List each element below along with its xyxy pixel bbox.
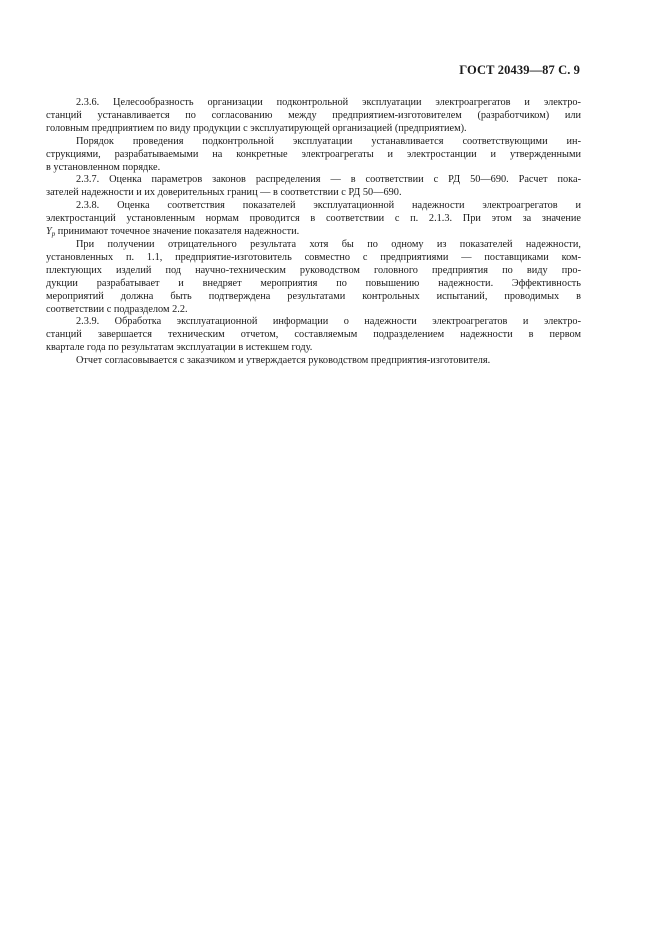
paragraph-2-3-6-procedure <box>46 136 581 175</box>
document-body <box>46 97 581 368</box>
text-line: квартале года по результатам эксплуатации в истекшем году. <box>46 342 313 354</box>
text-line <box>46 226 581 239</box>
paragraph-2-3-8-negative-result <box>46 239 581 316</box>
text-line: в установленном порядке. <box>46 161 161 173</box>
paragraph-2-3-8 <box>46 200 581 239</box>
text-line: станций завершается техническим отчетом, составляемым подразделением надежности в первом <box>46 329 581 341</box>
text-line: головным предприятием по виду продукции с эксплуатирующей организацией (предприятием). <box>46 122 467 134</box>
text-line: электростанций установленным нормам проводится в соответствии с п. 2.1.3. При этом за значение <box>46 213 581 225</box>
text-line: зателей надежности и их доверительных границ — в соответствии с РД 50—690. <box>46 187 402 199</box>
text-line: плектующих изделий под научно-техническим руководством головного предприятия по виду про- <box>46 264 581 276</box>
paragraph-2-3-9 <box>46 316 581 355</box>
text-line: Порядок проведения подконтрольной эксплуатации устанавливается соответствующими ин- <box>76 135 581 147</box>
text-line: 2.3.8. Оценка соответствия показателей эксплуатационной надежности электроагрегатов и <box>76 200 581 212</box>
reliability-symbol: $Y_р$ <box>46 226 56 239</box>
text-line: При получении отрицательного результата хотя бы по одному из показателей надежности, <box>76 238 581 250</box>
paragraph-2-3-9-report <box>46 355 581 368</box>
text-line: 2.3.6. Целесообразность организации подконтрольной эксплуатации электроагрегатов и электро- <box>76 97 581 108</box>
page-header: ГОСТ 20439—87 С. 9 <box>459 63 580 77</box>
text-line: мероприятий должна быть подтверждена результатами контрольных испытаний, проводимых в <box>46 290 581 302</box>
paragraph-2-3-6 <box>46 97 581 136</box>
text-line: установленных п. 1.1, предприятие-изготовитель совместно с предприятиями — поставщиками ком- <box>46 251 581 263</box>
text-line: Отчет согласовывается с заказчиком и утверждается руководством предприятия-изготовителя. <box>76 355 491 367</box>
text-line: станций устанавливается по согласованию между предприятием-изготовителем (разработчиком) или <box>46 109 581 121</box>
text-line: струкциями, разрабатываемыми на конкретные электроагрегаты и электростанции и утвержденными <box>46 148 581 160</box>
text-line: 2.3.9. Обработка эксплуатационной информации о надежности электроагрегатов и электро- <box>76 316 581 328</box>
paragraph-2-3-7 <box>46 174 581 200</box>
text-line: дукции разрабатывает и внедряет мероприятия по повышению надежности. Эффективность <box>46 277 581 289</box>
text-line: 2.3.7. Оценка параметров законов распределения — в соответствии с РД 50—690. Расчет пока- <box>76 174 581 186</box>
text-line: соответствии с подразделом 2.2. <box>46 303 188 315</box>
text-fragment: принимают точечное значение показателя надежности. <box>55 226 300 238</box>
